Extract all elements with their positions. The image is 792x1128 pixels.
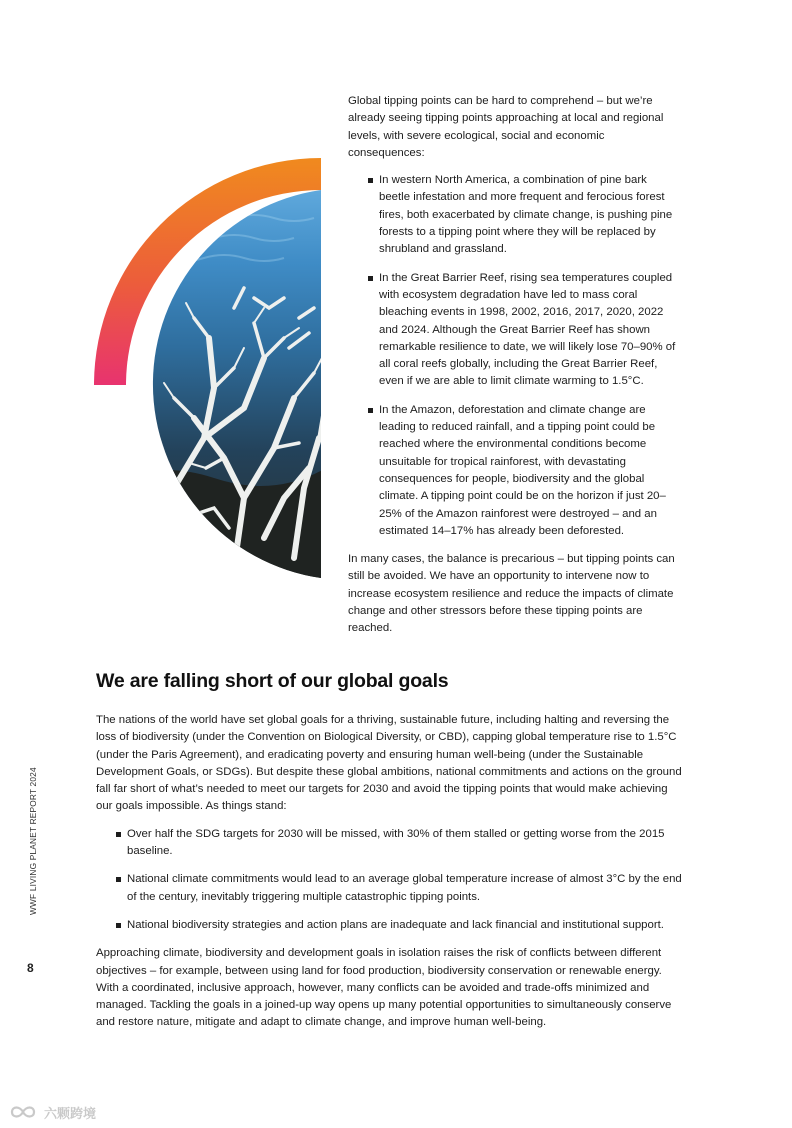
coral-reef-image — [94, 158, 326, 578]
list-item: In the Amazon, deforestation and climate change are leading to reduced rainfall, and a tipping point could be reached where the environmental conditions become unsuitable for tropical rainforest, with devastating consequences for people, biodiversity and the global climate. A tipping point could be on the horizon if just 20–25% of the Amazon rainforest were destroyed – and an estimated 14–17% has already been deforested. — [379, 402, 678, 540]
page-number: 8 — [27, 961, 34, 975]
goals-paragraph: The nations of the world have set global goals for a thriving, sustainable future, including halting and reversing the loss of biodiversity (under the Convention on Biological Diversity, or CBD), capping global temperature rise to 1.5°C (under the Paris Agreement), and eradicating poverty and ensuring human well-being (under the Sustainable Development Goals, or SDGs). But despite these global ambitions, national commitments and actions on the ground fall far short of what’s needed to meet our targets for 2030 and avoid the tipping points that would make achieving our goals impossible. As things stand: — [96, 714, 682, 813]
watermark-text: 六颗跨境 — [44, 1105, 97, 1121]
section-heading: We are falling short of our global goals — [96, 670, 449, 692]
list-item: In the Great Barrier Reef, rising sea temperatures coupled with ecosystem degradation have led to mass coral bleaching events in 1998, 2002, 2016, 2017, 2020, 2022 and 2024. Although the Great Barrier Reef has shown remarkable resilience to date, we will likely lose 70–90% of all coral reefs globally, including the Great Barrier Reef, even if we are able to limit climate warming to 1.5°C. — [379, 270, 678, 391]
examples-list — [348, 172, 678, 540]
watermark — [8, 1101, 96, 1123]
approach-paragraph: Approaching climate, biodiversity and development goals in isolation raises the risk of conflicts between different objectives – for example, between using land for food production, biodiversity conservation or renewable energy. With a coordinated, inclusive approach, however, many conflicts can be avoided and trade-offs minimized and managed. Tackling the goals in a joined-up way opens up many potential opportunities to simultaneously conserve and restore nature, mitigate and adapt to climate change, and improve human well-being. — [96, 947, 672, 1029]
list-item: National climate commitments would lead to an average global temperature increase of almost 3°C by the end of the century, inevitably triggering multiple catastrophic tipping points. — [127, 871, 682, 906]
report-title-label: WWF LIVING PLANET REPORT 2024 — [28, 767, 38, 915]
global-goals-section — [96, 712, 682, 1032]
intro-paragraph: Global tipping points can be hard to comprehend – but we’re already seeing tipping points approaching at local and regional levels, with severe ecological, social and economic consequences: — [348, 95, 664, 159]
balance-paragraph: In many cases, the balance is precarious – but tipping points can still be avoided. We have an opportunity to intervene now to increase ecosystem resilience and reduce the impacts of climate change and other stressors before these tipping points are reached. — [348, 553, 675, 635]
status-list — [96, 826, 682, 934]
tipping-points-column — [348, 93, 678, 638]
list-item: National biodiversity strategies and action plans are inadequate and lack financial and institutional support. — [127, 917, 682, 934]
list-item: Over half the SDG targets for 2030 will be missed, with 30% of them stalled or getting worse from the 2015 baseline. — [127, 826, 682, 861]
list-item: In western North America, a combination of pine bark beetle infestation and more frequent and ferocious forest fires, both exacerbated by climate change, is pushing pine forests to a tipping point where they will be replaced by shrubland and grassland. — [379, 172, 678, 258]
infinity-logo-icon — [8, 1103, 38, 1121]
